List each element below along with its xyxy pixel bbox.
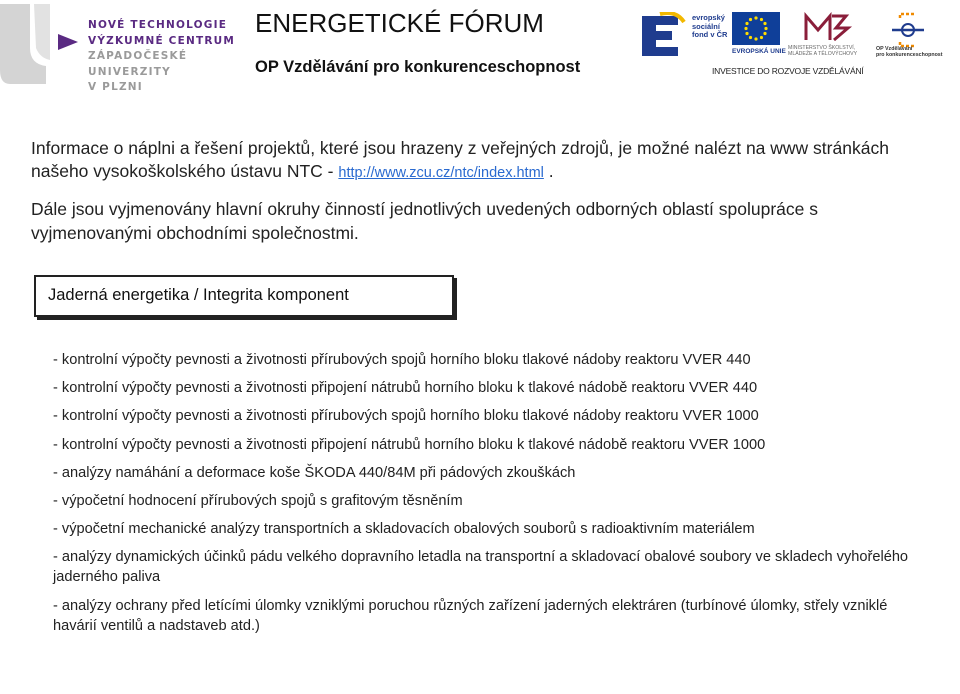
ntc-line: ZÁPADOČESKÉ	[88, 50, 188, 62]
list-item: - kontrolní výpočty pevnosti a životnosti přírubových spojů horního bloku tlakové nádoby reaktoru VVER 1000	[53, 408, 759, 425]
ntc-line: V PLZNI	[88, 81, 143, 93]
list-item: - analýzy ochrany před letícími úlomky vzniklými poruchou různých zařízení jaderných elektráren (turbínové úlomky, střely vzniklé havárií ventilů a nadstaveb atd.)	[53, 597, 888, 634]
eu-flag-icon	[732, 12, 780, 45]
ntc-logo	[0, 4, 240, 100]
esf-text-line: fond v ČR	[692, 30, 728, 39]
page-subtitle: OP Vzdělávání pro konkurenceschopnost	[255, 58, 581, 76]
op-text-line: OP Vzdělávání	[876, 46, 913, 52]
page-title: ENERGETICKÉ FÓRUM	[255, 8, 544, 38]
intro-paragraph	[31, 137, 931, 184]
ntc-emblem-icon	[0, 4, 50, 84]
list-item: - analýzy namáhání a deformace koše ŠKODA 440/84M při pádových zkouškách	[53, 464, 576, 481]
op-text	[876, 46, 943, 59]
ntc-website-link[interactable]: http://www.zcu.cz/ntc/index.html	[338, 164, 544, 181]
list-item: - výpočetní hodnocení přírubových spojů s grafitovým těsněním	[53, 492, 463, 509]
ntc-line: UNIVERZITY	[88, 65, 171, 78]
msmt-text	[788, 45, 857, 57]
partner-logos	[640, 12, 943, 82]
ntc-line: NOVÉ TECHNOLOGIE	[88, 19, 228, 31]
list-item: - kontrolní výpočty pevnosti a životnosti připojení nátrubů horního bloku k tlakové nádobě reaktoru VVER 1000	[53, 436, 766, 453]
list-item: - výpočetní mechanické analýzy transportních a skladovacích obalových souborů s radioaktivním materiálem	[53, 521, 755, 538]
esf-logo-icon	[640, 12, 696, 60]
eu-label: EVROPSKÁ UNIE	[732, 48, 786, 55]
intro-text-end: .	[543, 160, 554, 181]
list-item: - kontrolní výpočty pevnosti a životnosti přírubových spojů horního bloku tlakové nádoby reaktoru VVER 440	[53, 352, 751, 368]
esf-text	[692, 14, 727, 40]
intro-text: Informace o náplni a řešení projektů, které jsou hrazeny z veřejných zdrojů, je možné nalézt na www stránkách našeho vysokoškolského ústavu NTC -	[31, 138, 889, 181]
op-text-line: pro konkurenceschopnost	[876, 52, 943, 59]
list-item: - analýzy dynamických účinků pádu velkého dopravního letadla na transportní a skladovací obalové soubory ve skladech vyhořelého jaderného paliva	[53, 549, 909, 586]
esf-text-line: sociální	[692, 21, 720, 31]
msmt-text-line: MLÁDEŽE A TĚLOVÝCHOVY	[788, 51, 858, 58]
ntc-arrow-icon	[58, 34, 78, 50]
section-heading-box	[34, 275, 454, 317]
list-item: - kontrolní výpočty pevnosti a životnosti připojení nátrubů horního bloku k tlakové nádobě reaktoru VVER 440	[53, 380, 758, 397]
activity-list	[53, 350, 933, 644]
section-heading: Jaderná energetika / Integrita komponent	[48, 286, 349, 304]
intro-paragraph-2: Dále jsou vyjmenovány hlavní okruhy činností jednotlivých uvedených odborných oblastí spolupráce s vyjmenovanými obchodními společnostmi.	[31, 199, 818, 243]
ntc-institution-name	[88, 18, 235, 96]
investment-tagline: INVESTICE DO ROZVOJE VZDĚLÁVÁNÍ	[712, 66, 864, 76]
esf-text-line: evropský	[692, 13, 725, 22]
msmt-text-line: MINISTERSTVO ŠKOLSTVÍ,	[788, 45, 856, 51]
ntc-line: VÝZKUMNÉ CENTRUM	[88, 34, 235, 47]
